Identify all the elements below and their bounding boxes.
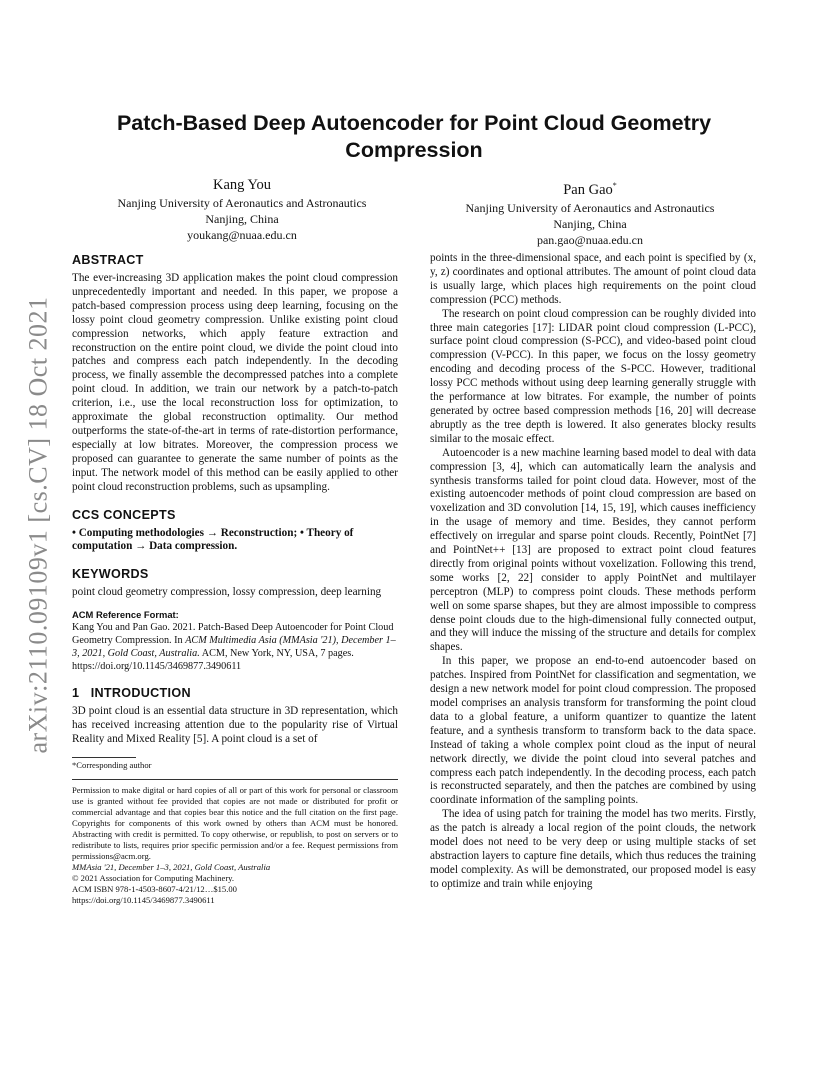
isbn-line: ACM ISBN 978-1-4503-8607-4/21/12…$15.00 [72, 883, 237, 894]
permission-text: Permission to make digital or hard copies of all or part of this work for personal or classroom use is granted without fee provided that copies are not made or distributed for profit or commercial advantage and that copies bear this notice and the full citation on the first page. Copyrights for components of this work owned by others than ACM must be honored. Abstracting with credit is permitted. To copy otherwise, or republish, to post on servers or to redistribute to lists, requires prior specific permission and/or a fee. Request permissions from permissions@acm.org. [72, 784, 398, 861]
abstract-text: The ever-increasing 3D application makes the point cloud compression unprecedentedly important and needed. In this paper, we propose a patch-based compression process using deep learning, focusing on the lossy point cloud geometry compression. Unlike existing point cloud compression networks, which apply feature extraction and reconstruction on the entire point cloud, we divide the point cloud into patches and compress each patch independently. In the decoding process, we finally assemble the decompressed patches into a complete point cloud. In addition, we train our network by a patch-to-patch criterion, i.e., use the local reconstruction loss for optimization, to approximate the global reconstruction optimality. Our method outperforms the state-of-the-art in terms of rate-distortion performance, especially at low bitrates. Moreover, the compression process we proposed can guarantee to generate the same number of points as the input. The network model of this method can be easily applied to other point cloud reconstruction problems, such as upsampling. [72, 272, 398, 493]
intro-paragraph-4: In this paper, we propose an end-to-end autoencoder based on patches. Inspired from PointNet for classification and segmentation, we design a new network model for point cloud compression. The proposed model comprises an analysis transform for transforming the point cloud data to a global feature, a uniform quantizer to quantize the latent feature, and a synthesis transform to transform back to the data space. Instead of taking a whole complex point cloud as the input of neural network directly, we divide the point cloud into several patches and compress each patch independently. In the decoding process, each patch is reconstructed separately, and then the patches are combined by using coordinate information of the sampling points. [430, 655, 756, 807]
ccs-text: • Computing methodologies → Reconstruction; • Theory of computation → Data compression. [72, 526, 354, 553]
author-block-1 [77, 176, 407, 243]
doi-link[interactable]: https://doi.org/10.1145/3469877.3490611 [72, 894, 215, 905]
abstract-heading: ABSTRACT [72, 253, 144, 267]
footnote-rule [72, 757, 136, 758]
intro-paragraph-2: The research on point cloud compression can be roughly divided into three main categories [17]: LIDAR point cloud compression (L-PCC), surface point cloud compression (S-PCC), and video-based point cloud compression (V-PCC). In this paper, we focus on the lossy geometry encoding and decoding process of the S-PCC. However, traditional lossy PCC methods without using deep learning generally struggle with the performance at low bitrates. For example, the number of points generated by octree based compression methods [16, 20] will decrease abruptly as the tree depth is lowered. It also generates blocky results similar to the mosaic effect. [430, 307, 756, 445]
author-affiliation: Nanjing University of Aeronautics and Astronautics [465, 200, 715, 215]
author-name: Pan Gao* [563, 181, 617, 198]
ccs-heading: CCS CONCEPTS [72, 507, 176, 522]
copyright-line: © 2021 Association for Computing Machinery. [72, 872, 235, 883]
author-name: Kang You [212, 177, 271, 193]
introduction-left-text: 3D point cloud is an essential data structure in 3D representation, which has received increasing attention due to the popularity rise of Virtual Reality and Mixed Reality [5]. A point cloud is a set of [72, 705, 398, 746]
author-block-2 [425, 176, 755, 248]
author-affiliation: Nanjing University of Aeronautics and Astronautics [117, 196, 367, 210]
right-column [430, 252, 756, 892]
permission-block [72, 785, 398, 906]
introduction-heading: 1 INTRODUCTION [72, 686, 191, 701]
author-location: Nanjing, China [553, 216, 627, 231]
intro-paragraph-3: Autoencoder is a new machine learning based model to deal with data compression [3, 4], which can automatically learn the analysis and synthesis transforms tailed for point cloud data. However, most of the existing autoencoder methods of point cloud compression are based on voxelization and 3D convolution [14, 15, 19], which causes inefficiency in the usage of memory and time. Besides, they cannot perform effectively on irregular and sparse point clouds. Recently, PointNet [7] and PointNet++ [13] are proposed to extract point cloud features directly from original points without voxelization. Following this trend, some works [2, 22] consider to apply PointNet and multilayer perceptron (MLP) to compress point clouds. These methods perform well on some sparse shapes, but they are almost impossible to compress dense point clouds due to the high-dimensional fully connected output, and they will induce the missing of the structure and details for complex shapes. [430, 446, 756, 654]
conference-line: MMAsia '21, December 1–3, 2021, Gold Coast, Australia [72, 861, 271, 872]
reference-format-text: Kang You and Pan Gao. 2021. Patch-Based Deep Autoencoder for Point Cloud Geometry Compression. In ACM Multimedia Asia (MMAsia '21), December 1–3, 2021, Gold Coast, Australia. ACM, New York, NY, USA, 7 pages. https://doi.org/10.1145/3469877.3490611 [72, 622, 396, 673]
paper-title: Patch-Based Deep Autoencoder for Point Cloud Geometry Compression [116, 111, 712, 162]
permission-rule [72, 779, 398, 780]
left-column [72, 252, 398, 906]
footnote: *Corresponding author [72, 759, 152, 770]
author-email[interactable]: youkang@nuaa.edu.cn [187, 228, 297, 242]
corresponding-mark: * [612, 181, 617, 190]
reference-format-heading: ACM Reference Format: [72, 609, 179, 621]
author-location: Nanjing, China [205, 212, 279, 226]
keywords-text: point cloud geometry compression, lossy compression, deep learning [72, 586, 382, 599]
intro-paragraph-5: The idea of using patch for training the model has two merits. Firstly, as the patch is already a local region of the point clouds, the network model does not need to be very deep or using multiple stacks of set abstraction layers to capture fine details, which thus reduces the training model complexity. As will be demonstrated, our proposed model is easy to optimize and train while enjoying [430, 808, 756, 890]
author-email[interactable]: pan.gao@nuaa.edu.cn [536, 232, 643, 247]
keywords-heading: KEYWORDS [72, 567, 149, 582]
intro-paragraph-1: points in the three-dimensional space, and each point is specified by (x, y, z) coordinates and optional attributes. The amount of point cloud data is usually large, which places high requirements on the point cloud compression (PCC) methods. [430, 252, 756, 306]
arxiv-stamp: arXiv:2110.09109v1 [cs.CV] 18 Oct 2021 [24, 296, 53, 754]
